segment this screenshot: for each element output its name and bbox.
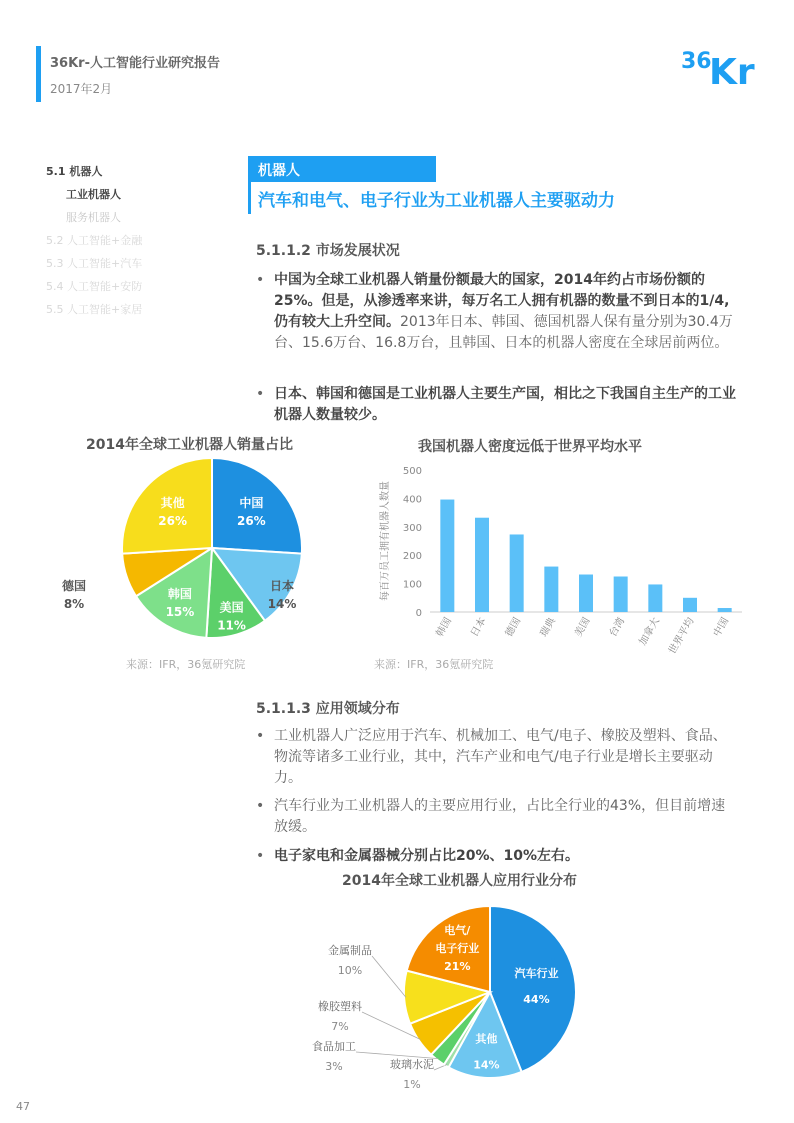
pie3-label-6-a: 电气/ bbox=[444, 923, 471, 937]
bar2-bar-3 bbox=[544, 567, 558, 612]
logo-text-kr: Kr bbox=[709, 52, 755, 88]
pie1-label-2: 美国 bbox=[219, 600, 244, 615]
bar2-xtick-6: 加拿大 bbox=[637, 616, 662, 648]
pie3-label-5: 金属制品 bbox=[328, 944, 372, 957]
bar2-ytick-5: 500 bbox=[402, 466, 422, 477]
section-tag: 机器人 bbox=[248, 156, 436, 182]
chart1-title: 2014年全球工业机器人销量占比 bbox=[86, 437, 293, 453]
market-bullet-1: • 中国为全球工业机器人销量份额最大的国家，2014年约占市场份额的25%。但是，从渗透率来讲，每万名工人拥有机器的数量不到日本的1/4, 仍有较大上升空间。2013年日本、韩国、德国机器人保有量分别为30.4万台、15.6万台、16.8万台，且韩国、日本的机器人密度在全球居前两位。 bbox=[256, 272, 733, 351]
bar2-bar-2 bbox=[510, 534, 524, 612]
bar2-ytick-2: 200 bbox=[402, 551, 422, 563]
pie1-label-1: 日本 bbox=[269, 579, 295, 593]
bar2-bar-1 bbox=[475, 518, 489, 612]
bar2-xtick-8: 中国 bbox=[711, 616, 732, 639]
market-bullet-2: • 日本、韩国和德国是工业机器人主要生产国，相比之下我国自主生产的工业机器人数量较少。 bbox=[256, 386, 736, 423]
chart2-source: 来源：IFR，36氪研究院 bbox=[374, 658, 494, 671]
application-bullet-1: • 工业机器人广泛应用于汽车、机械加工、电气/电子、橡胶及塑料、食品、物流等诸多工业行业，其中，汽车产业和电气/电子行业是增长主要驱动力。 bbox=[256, 728, 727, 786]
bar2-bar-7 bbox=[683, 598, 697, 612]
toc-item-finance[interactable]: 5.2 人工智能+金融 bbox=[46, 234, 143, 247]
chart2-title: 我国机器人密度远低于世界平均水平 bbox=[418, 439, 642, 455]
bar2-bar-6 bbox=[648, 584, 662, 612]
pie1-value-5: 26% bbox=[158, 514, 188, 529]
application-heading: 5.1.1.3 应用领域分布 bbox=[256, 701, 400, 717]
section-headline: 汽车和电气、电子行业为工业机器人主要驱动力 bbox=[258, 191, 615, 211]
bar2-xtick-2: 德国 bbox=[503, 616, 524, 639]
pie1-label-3: 韩国 bbox=[167, 587, 192, 602]
headline-accent-bar bbox=[248, 182, 251, 214]
pie1-value-3: 15% bbox=[165, 605, 195, 620]
logo-text-36: 36 bbox=[681, 49, 712, 74]
toc-item-home[interactable]: 5.5 人工智能+家居 bbox=[46, 303, 143, 316]
bar2-ytick-1: 100 bbox=[402, 579, 422, 591]
bar2-bar-4 bbox=[579, 575, 593, 612]
pie1-value-4: 8% bbox=[63, 597, 85, 611]
bar2-xtick-7: 世界平均 bbox=[667, 616, 697, 657]
chart1-source: 来源：IFR，36氪研究院 bbox=[126, 658, 246, 671]
chart3-title: 2014年全球工业机器人应用行业分布 bbox=[342, 873, 577, 889]
36kr-logo bbox=[681, 44, 763, 88]
pie3-label-1: 其他 bbox=[475, 1032, 498, 1046]
pie1-label-5: 其他 bbox=[160, 496, 185, 511]
chart3-pie bbox=[290, 892, 600, 1112]
pie1-value-1: 14% bbox=[267, 597, 297, 611]
application-bullet-3: • 电子家电和金属器械分别占比20%、10%左右。 bbox=[256, 848, 580, 864]
pie3-label-0: 汽车行业 bbox=[514, 967, 559, 981]
market-bullet-2-bold: 日本、韩国和德国是工业机器人主要生产国，相比之下我国自主生产的工业机器人数量较少。 bbox=[274, 386, 736, 423]
pie3-leader-2 bbox=[434, 1065, 447, 1070]
pie3-value-5: 10% bbox=[337, 964, 363, 977]
pie1-value-0: 26% bbox=[236, 514, 266, 529]
application-bullet-1-text: 工业机器人广泛应用于汽车、机械加工、电气/电子、橡胶及塑料、食品、物流等诸多工业行业，其中，汽车产业和电气/电子行业是增长主要驱动力。 bbox=[274, 728, 727, 786]
bar2-ylabel: 每百万员工拥有机器人数量 bbox=[380, 481, 391, 601]
pie3-value-4: 7% bbox=[331, 1020, 349, 1033]
bar2-ytick-3: 300 bbox=[402, 522, 422, 534]
pie3-value-0: 44% bbox=[523, 993, 550, 1007]
page-number: 47 bbox=[16, 1100, 30, 1113]
toc-item-service-robot[interactable]: 服务机器人 bbox=[66, 211, 121, 224]
bar2-xtick-1: 日本 bbox=[469, 616, 489, 639]
pie1-value-2: 11% bbox=[217, 618, 246, 633]
market-bullet-1-bold: 中国为全球工业机器人销量份额最大的国家，2014年约占市场份额的25%。但是，从渗透率来讲，每万名工人拥有机器的数量不到日本的1/4, 仍有较大上升空间。 bbox=[274, 272, 730, 330]
pie3-label-6-b: 电子行业 bbox=[435, 941, 480, 955]
pie3-value-3: 3% bbox=[325, 1060, 343, 1073]
bar2-ytick-0: 0 bbox=[415, 608, 422, 619]
bar2-xtick-0: 韩国 bbox=[434, 616, 454, 639]
bar2-xtick-4: 美国 bbox=[573, 616, 593, 639]
pie3-value-2: 1% bbox=[403, 1078, 421, 1091]
pie1-label-0: 中国 bbox=[239, 496, 264, 511]
pie3-value-6: 21% bbox=[444, 959, 471, 973]
toc-item-industrial-robot[interactable]: 工业机器人 bbox=[66, 188, 121, 201]
toc-item-robot[interactable]: 5.1 机器人 bbox=[46, 165, 103, 178]
application-bullet-2: • 汽车行业为工业机器人的主要应用行业，占比全行业的43%，但目前增速放缓。 bbox=[256, 798, 726, 835]
application-bullet-2-text: 汽车行业为工业机器人的主要应用行业，占比全行业的43%，但目前增速放缓。 bbox=[274, 798, 726, 835]
toc-item-auto[interactable]: 5.3 人工智能+汽车 bbox=[46, 257, 143, 270]
pie1-label-4: 德国 bbox=[61, 579, 87, 593]
report-title: 36Kr-人工智能行业研究报告 bbox=[50, 56, 220, 71]
market-heading: 5.1.1.2 市场发展状况 bbox=[256, 243, 400, 259]
pie3-label-2: 玻璃水泥 bbox=[390, 1058, 434, 1071]
pie3-leader-5 bbox=[372, 956, 406, 997]
bar2-bar-8 bbox=[718, 608, 732, 612]
report-date: 2017年2月 bbox=[50, 82, 113, 96]
toc-item-security[interactable]: 5.4 人工智能+安防 bbox=[46, 280, 143, 293]
bar2-bar-5 bbox=[614, 577, 628, 613]
bar2-xtick-3: 瑞典 bbox=[538, 616, 558, 639]
market-bullet-1-normal: 2013年日本、韩国、德国机器人保有量分别为30.4万台、15.6万台、16.8万台，且韩国、日本的机器人密度在全球居前两位。 bbox=[274, 314, 733, 351]
bar2-ytick-4: 400 bbox=[402, 494, 422, 506]
pie3-label-3: 食品加工 bbox=[312, 1040, 356, 1053]
chart1-pie bbox=[60, 456, 340, 656]
bar2-bar-0 bbox=[440, 500, 454, 612]
application-bullet-3-text: 电子家电和金属器械分别占比20%、10%左右。 bbox=[274, 848, 580, 864]
chart2-bar bbox=[370, 458, 750, 658]
pie3-value-1: 14% bbox=[473, 1058, 500, 1072]
bar2-xtick-5: 台湾 bbox=[607, 616, 628, 639]
header-accent-bar bbox=[36, 46, 41, 102]
pie3-label-4: 橡胶塑料 bbox=[318, 1000, 362, 1013]
sidebar-toc bbox=[46, 160, 142, 321]
